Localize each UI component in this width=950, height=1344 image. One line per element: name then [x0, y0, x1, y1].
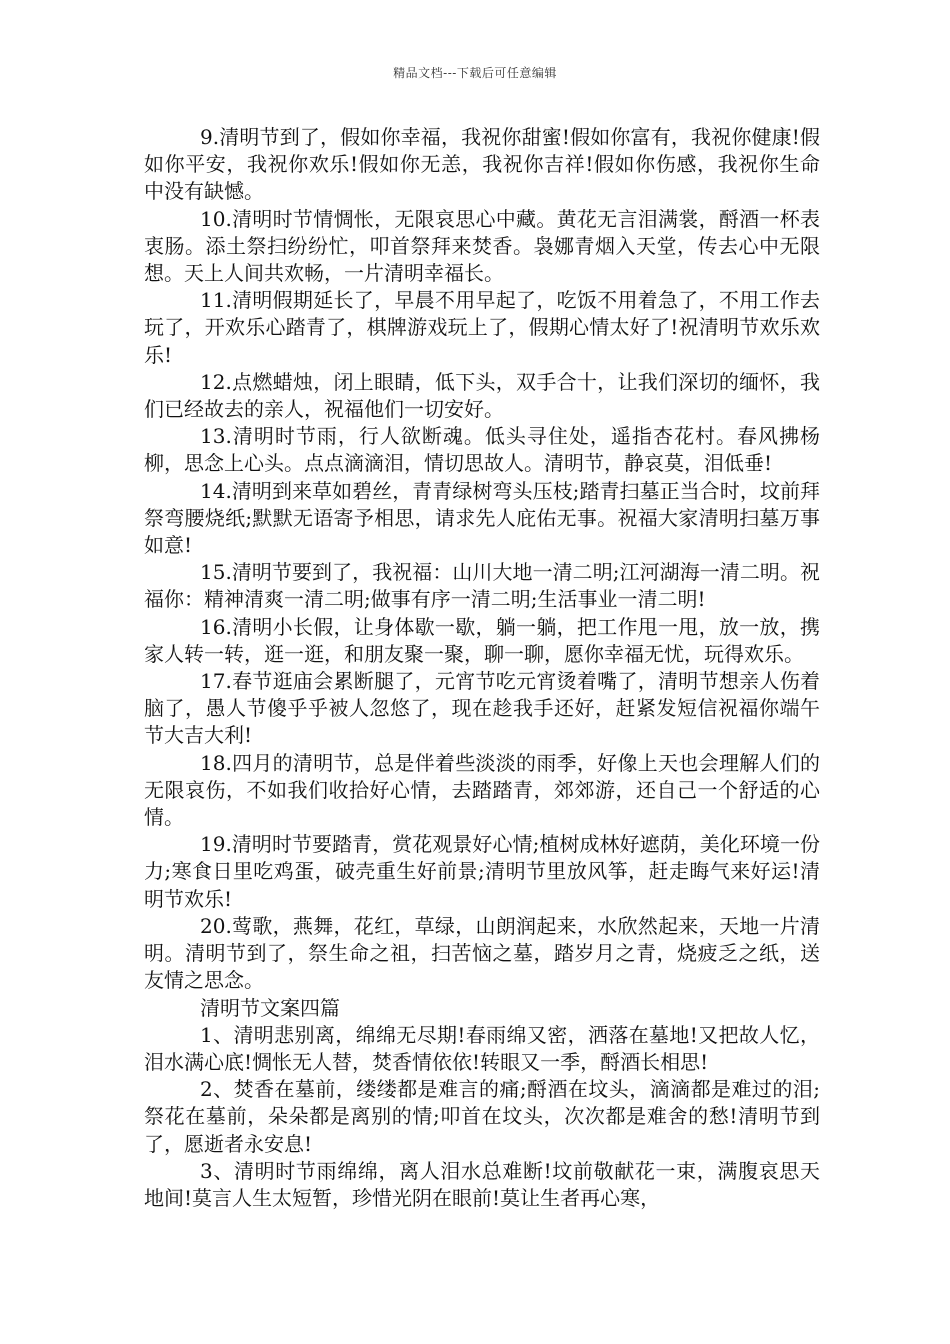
paragraph-17: 17.春节逛庙会累断腿了，元宵节吃元宵烫着嘴了，清明节想亲人伤着脑了，愚人节傻乎乎被人忽悠了，现在趁我手还好，赶紧发短信祝福你端午节大吉大利! [144, 669, 820, 748]
section-paragraph-1: 1、清明悲别离，绵绵无尽期!春雨绵又密，洒落在墓地!又把故人忆，泪水满心底!惆怅无人替，焚香情依依!转眼又一季，酹酒长相思! [144, 1022, 820, 1074]
section-heading: 清明节文案四篇 [200, 995, 340, 1020]
paragraph-9: 9.清明节到了，假如你幸福，我祝你甜蜜!假如你富有，我祝你健康!假如你平安，我祝你欢乐!假如你无恙，我祝你吉祥!假如你伤感，我祝你生命中没有缺憾。 [144, 125, 820, 204]
paragraph-12: 12.点燃蜡烛，闭上眼睛，低下头，双手合十，让我们深切的缅怀，我们已经故去的亲人，祝福他们一切安好。 [144, 369, 820, 422]
page-header: 精品文档---下载后可任意编辑 [393, 66, 557, 80]
paragraph-19: 19.清明时节要踏青，赏花观景好心情;植树成林好遮荫，美化环境一份力;寒食日里吃鸡蛋，破壳重生好前景;清明节里放风筝，赶走晦气来好运!清明节欢乐! [144, 832, 820, 911]
paragraph-20: 20.莺歌，燕舞，花红，草绿，山朗润起来，水欣然起来，天地一片清明。清明节到了，祭生命之祖，扫苦恼之墓，踏岁月之青，烧疲乏之纸，送友情之思念。 [144, 913, 820, 993]
paragraph-13: 13.清明时节雨，行人欲断魂。低头寻住处，遥指杏花村。春风拂杨柳，思念上心头。点点滴滴泪，情切思故人。清明节，静哀莫，泪低垂! [144, 424, 820, 476]
paragraph-14: 14.清明到来草如碧丝，青青绿树弯头压枝;踏青扫墓正当合时，坟前拜祭弯腰烧纸;默默无语寄予相思，请求先人庇佑无事。祝福大家清明扫墓万事如意! [144, 478, 820, 558]
section-paragraph-2: 2、焚香在墓前，缕缕都是难言的痛;酹酒在坟头，滴滴都是难过的泪;祭花在墓前，朵朵都是离别的情;叩首在坟头，次次都是难舍的愁!清明节到了，愿逝者永安息! [144, 1077, 820, 1156]
paragraph-10: 10.清明时节情惆怅，无限哀思心中藏。黄花无言泪满裳，酹酒一杯表衷肠。添土祭扫纷纷忙，叩首祭拜来焚香。袅娜青烟入天堂，传去心中无限想。天上人间共欢畅，一片清明幸福长。 [144, 206, 820, 286]
paragraph-11: 11.清明假期延长了，早晨不用早起了，吃饭不用着急了，不用工作去玩了，开欢乐心踏青了，棋牌游戏玩上了，假期心情太好了!祝清明节欢乐欢乐! [144, 288, 820, 367]
document-body [144, 124, 820, 1212]
paragraph-18: 18.四月的清明节，总是伴着些淡淡的雨季，好像上天也会理解人们的无限哀伤，不如我们收拾好心情，去踏踏青，郊郊游，还自己一个舒适的心情。 [144, 750, 820, 830]
paragraph-16: 16.清明小长假，让身体歇一歇，躺一躺，把工作甩一甩，放一放，携家人转一转，逛一逛，和朋友聚一聚，聊一聊，愿你幸福无忧，玩得欢乐。 [144, 614, 820, 666]
paragraph-15: 15.清明节要到了，我祝福：山川大地一清二明;江河湖海一清二明。祝福你：精神清爽一清二明;做事有序一清二明;生活事业一清二明! [144, 560, 820, 612]
section-paragraph-3: 3、清明时节雨绵绵，离人泪水总难断!坟前敬献花一束，满腹哀思天地间!莫言人生太短暂，珍惜光阴在眼前!莫让生者再心寒， [144, 1158, 820, 1210]
